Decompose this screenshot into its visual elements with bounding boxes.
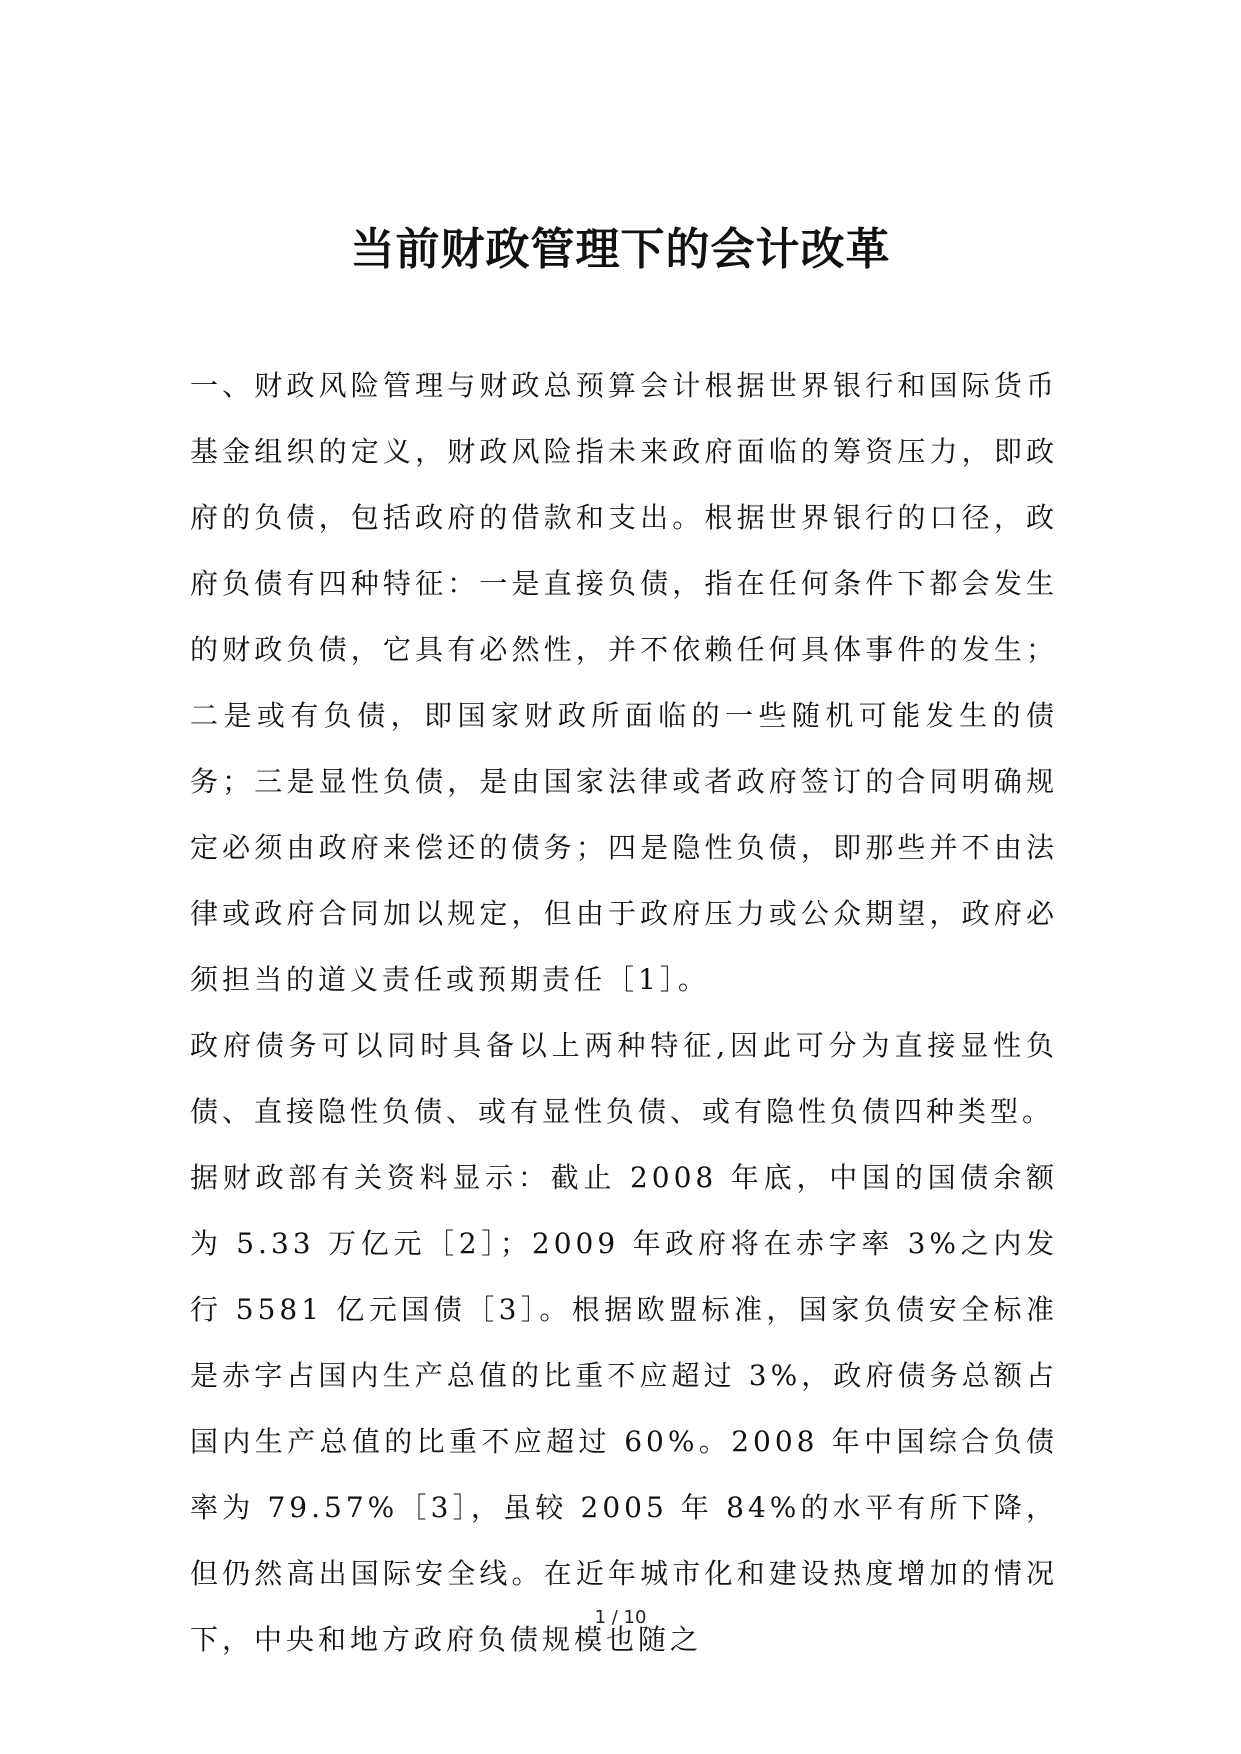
paragraph-debt-statistics: 据财政部有关资料显示：截止 2008 年底，中国的国债余额为 5.33 万亿元［2］；2009 年政府将在赤字率 3%之内发行 5581 亿元国债［3］。根据欧盟标准，国家负债安全标准是赤字占国内生产总值的比重不应超过 3%，政府债务总额占国内生产总值的比重不应超过 60%。2008 年中国综合负债率为 79.57%［3］，虽较 2005 年 84%的水平有所下降，但仍然高出国际安全线。在近年城市化和建设热度增加的情况下，中央和地方政府负债规模也随之: [190, 1161, 1058, 1656]
page-number: 1 / 10: [594, 1607, 647, 1628]
document-title: 当前财政管理下的会计改革: [350, 224, 891, 275]
paragraph-debt-types: 政府债务可以同时具备以上两种特征,因此可分为直接显性负债、直接隐性负债、或有显性负债、或有隐性负债四种类型。: [190, 1029, 1058, 1128]
document-body: [190, 353, 1058, 1673]
paragraph-fiscal-risk: 一、财政风险管理与财政总预算会计根据世界银行和国际货币基金组织的定义，财政风险指未来政府面临的筹资压力，即政府的负债，包括政府的借款和支出。根据世界银行的口径，政府负债有四种特征：一是直接负债，指在任何条件下都会发生的财政负债，它具有必然性，并不依赖任何具体事件的发生；二是或有负债，即国家财政所面临的一些随机可能发生的债务；三是显性负债，是由国家法律或者政府签订的合同明确规定必须由政府来偿还的债务；四是隐性负债，即那些并不由法律或政府合同加以规定，但由于政府压力或公众期望，政府必须担当的道义责任或预期责任［1］。: [190, 369, 1058, 996]
